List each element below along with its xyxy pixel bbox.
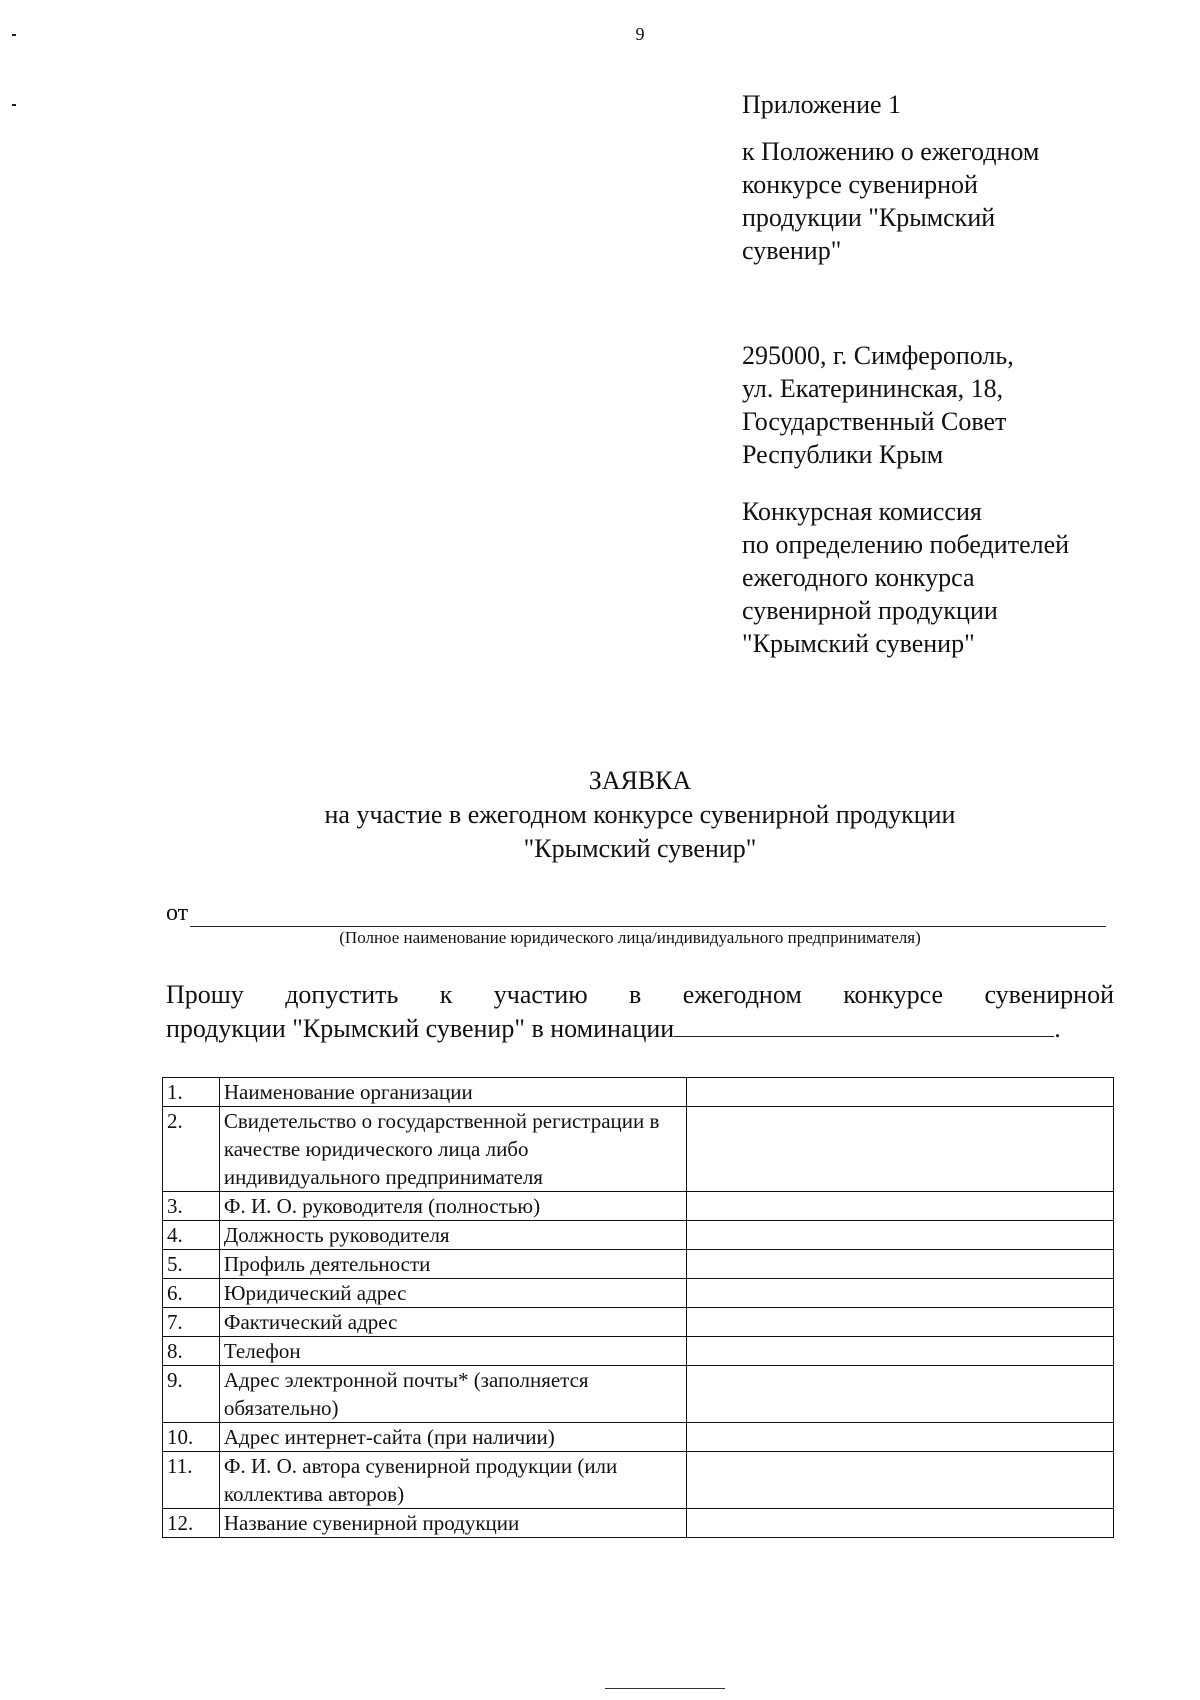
row-label: Свидетельство о государственной регистрации в качестве юридического лица либо индивидуального предпринимателя [219,1107,686,1192]
request-word: конкурсе [843,980,944,1009]
row-label: Название сувенирной продукции [219,1509,686,1538]
address-line: 295000, г. Симферополь, [742,341,1014,370]
row-value[interactable] [687,1452,1114,1509]
row-value[interactable] [687,1250,1114,1279]
table-row [163,1107,1114,1192]
request-word: в [629,980,642,1009]
recipient-address [742,339,1142,471]
address-line: Республики Крым [742,440,944,469]
request-paragraph [166,978,1114,1046]
annex-subtitle-line: продукции "Крымский [742,203,996,232]
document-title: ЗАЯВКА [588,766,692,795]
table-row [163,1366,1114,1423]
row-value[interactable] [687,1366,1114,1423]
row-number: 5. [163,1250,220,1279]
table-row [163,1078,1114,1107]
request-word: к [439,980,453,1009]
footer-rule [605,1688,725,1689]
table-row [163,1192,1114,1221]
request-line-2 [166,1012,1114,1046]
commission-line: по определению победителей [742,530,1070,559]
table-row [163,1337,1114,1366]
row-number: 2. [163,1107,220,1192]
request-word: ежегодном [682,980,802,1009]
row-value[interactable] [687,1192,1114,1221]
document-subtitle-contest: "Крымский сувенир" [523,834,757,863]
request-line-1 [166,978,1114,1012]
annex-subtitle-line: сувенир" [742,236,842,265]
row-value[interactable] [687,1509,1114,1538]
table-row [163,1308,1114,1337]
commission-line: сувенирной продукции [742,596,998,625]
row-label: Профиль деятельности [219,1250,686,1279]
row-number: 1. [163,1078,220,1107]
row-number: 3. [163,1192,220,1221]
commission-line: "Крымский сувенир" [742,629,975,658]
row-label: Адрес интернет-сайта (при наличии) [219,1423,686,1452]
annex-subtitle-line: конкурсе сувенирной [742,170,978,199]
scan-speck [12,104,16,106]
annex-block [742,88,1142,660]
annex-subtitle-line: к Положению о ежегодном [742,137,1040,166]
request-word: Прошу [166,980,244,1009]
row-value[interactable] [687,1107,1114,1192]
row-label: Телефон [219,1337,686,1366]
row-value[interactable] [687,1308,1114,1337]
request-word: допустить [285,980,399,1009]
table-row [163,1452,1114,1509]
table-row [163,1279,1114,1308]
row-label: Наименование организации [219,1078,686,1107]
request-word: участию [493,980,588,1009]
row-value[interactable] [687,1279,1114,1308]
row-number: 7. [163,1308,220,1337]
commission-line: Конкурсная комиссия [742,497,982,526]
row-number: 10. [163,1423,220,1452]
from-hint: (Полное наименование юридического лица/индивидуального предпринимателя) [339,928,921,947]
row-label: Ф. И. О. руководителя (полностью) [219,1192,686,1221]
page-number: 9 [635,24,645,44]
application-table [162,1077,1114,1538]
row-label: Ф. И. О. автора сувенирной продукции (или коллектива авторов) [219,1452,686,1509]
commission-line: ежегодного конкурса [742,563,975,592]
annex-title: Приложение 1 [742,90,902,119]
row-value[interactable] [687,1423,1114,1452]
address-line: Государственный Совет [742,407,1007,436]
nomination-blank[interactable] [674,1014,1054,1037]
row-value[interactable] [687,1337,1114,1366]
table-row [163,1509,1114,1538]
from-label: от [166,900,189,926]
request-line-2-end: . [1054,1014,1061,1043]
row-label: Юридический адрес [219,1279,686,1308]
request-line-2-text: продукции "Крымский сувенир" в номинации [166,1014,675,1043]
address-line: ул. Екатерининская, 18, [742,374,1004,403]
row-number: 4. [163,1221,220,1250]
row-number: 9. [163,1366,220,1423]
recipient-commission [742,495,1142,660]
row-number: 8. [163,1337,220,1366]
from-blank-line[interactable] [190,926,1106,927]
request-word: сувенирной [984,980,1114,1009]
row-label: Фактический адрес [219,1308,686,1337]
document-subtitle: на участие в ежегодном конкурсе сувенирной продукции [324,800,956,829]
table-row [163,1221,1114,1250]
row-label: Должность руководителя [219,1221,686,1250]
row-number: 11. [163,1452,220,1509]
row-value[interactable] [687,1221,1114,1250]
row-label: Адрес электронной почты* (заполняется обязательно) [219,1366,686,1423]
table-row [163,1423,1114,1452]
table-row [163,1250,1114,1279]
row-number: 12. [163,1509,220,1538]
row-number: 6. [163,1279,220,1308]
annex-subtitle [742,135,1142,267]
row-value[interactable] [687,1078,1114,1107]
